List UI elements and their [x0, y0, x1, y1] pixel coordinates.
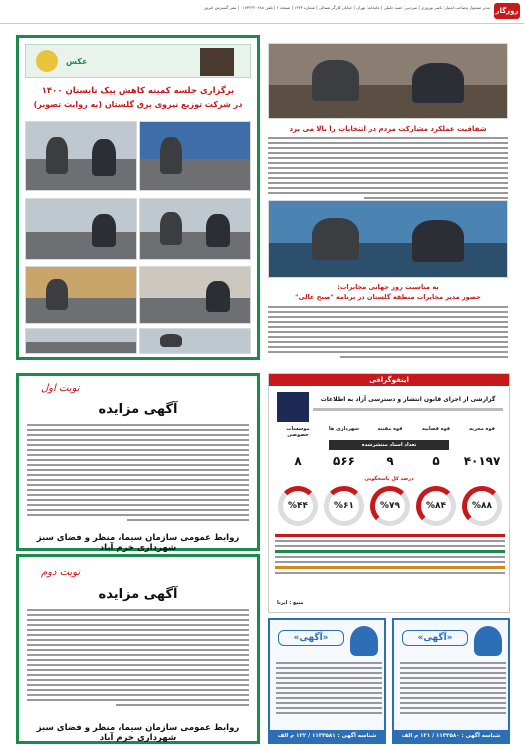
article-kicker: به مناسبت روز جهانی مخابرات: — [337, 283, 439, 291]
column-header: موسسات خصوصی — [286, 426, 310, 438]
count-value: ۵ — [432, 454, 440, 468]
article-body — [268, 306, 508, 361]
irna-logo-icon — [277, 392, 309, 422]
banner-caption: عکس — [66, 57, 88, 66]
column-header: قوه مجریه — [469, 426, 495, 432]
notice-stamp: «آگهی» — [278, 630, 344, 646]
notice-code: شناسه آگهی : ۱۱۳۳۵۸۱ / ۱۲۲ م الف — [270, 730, 384, 742]
company-logo-icon — [36, 50, 58, 72]
rates-row — [275, 486, 505, 528]
article-subheadline: در شرکت توزیع نیروی برق گلستان (به روایت تصویر) — [33, 100, 243, 109]
left-article-frame — [16, 35, 260, 360]
infographic-subtitle-bar — [313, 408, 503, 411]
meeting-photo — [139, 198, 251, 260]
count-value: ۸ — [294, 454, 302, 468]
legal-notice — [392, 618, 510, 744]
auction-ad-second — [16, 554, 260, 744]
infographic-source: منبع : ایرنا — [277, 600, 304, 606]
meeting-photo — [139, 266, 251, 324]
infographic-header: اینفوگرافی — [269, 374, 509, 386]
emblem-icon — [474, 626, 502, 656]
notice-body — [276, 662, 382, 717]
meeting-photo — [25, 198, 137, 260]
rate-ring: %۸۴ — [416, 486, 456, 526]
meeting-photo — [139, 328, 251, 354]
right-article-1 — [268, 35, 510, 205]
auction-ad-first — [16, 373, 260, 551]
count-value: ۵۶۶ — [333, 454, 355, 468]
rate-ring: %۸۸ — [462, 486, 502, 526]
newspaper-logo: روزگار — [494, 3, 520, 19]
ad-body — [27, 424, 249, 524]
article-banner — [25, 44, 251, 78]
meeting-photo — [139, 121, 251, 191]
count-value: ۹ — [386, 454, 394, 468]
ad-round-label: نوبت اول — [41, 383, 80, 394]
infographic-panel — [268, 373, 510, 613]
legal-notice — [268, 618, 386, 744]
column-header: قوه مقننه — [377, 426, 403, 432]
infographic-title: گزارشی از اجرای قانون انتشار و دسترسی آزاد به اطلاعات — [320, 396, 496, 403]
column-header: قوه قضاییه — [421, 426, 451, 432]
article-headline: برگزاری جلسه کمیته کاهش پیک تابستان ۱۴۰۰ — [41, 86, 235, 96]
emblem-icon — [350, 626, 378, 656]
masthead-credits: مدیر مسئول وصاحب امتیاز: ناصر نوروزی | سردبیر: حمید خلیلی | چاپخانه: تهران | خیابان کارگر شمالی | شماره ۱۳۴۳ | صفحه ۲ | تلفن ۰۱۷۳۲۳۲۰۴۸۸ | نشر گسترش امروز — [203, 5, 490, 10]
tv-studio-photo — [268, 200, 508, 278]
article-headline: حضور مدیر مخابرات منطقه گلستان در برنامه "صبح عالی" — [295, 293, 481, 301]
ad-title: آگهی مزایده — [98, 587, 178, 602]
rate-ring: %۶۱ — [324, 486, 364, 526]
ad-title: آگهی مزایده — [98, 402, 178, 417]
counts-label: تعداد اسناد منتشرشده — [329, 440, 449, 450]
column-header: شهرداری ها — [328, 426, 360, 432]
ad-footer: روابط عمومی سازمان سیما، منظر و فضای سبز شهرداری خرم آباد — [36, 533, 240, 553]
notice-body — [400, 662, 506, 717]
notice-code: شناسه آگهی : ۱۱۳۳۵۸۰ / ۱۲۱ م الف — [394, 730, 508, 742]
portrait-image — [200, 48, 234, 76]
right-article-2 — [268, 200, 510, 360]
ad-round-label: نوبت دوم — [41, 567, 81, 578]
masthead — [0, 0, 524, 24]
column-headers — [275, 426, 505, 436]
interview-photo — [268, 43, 508, 119]
legend-list — [275, 534, 505, 577]
rate-ring: %۴۴ — [278, 486, 318, 526]
count-value: ۴۰۱۹۷ — [463, 454, 501, 468]
counts-row — [275, 454, 505, 470]
rate-label: درصد کل پاسخگویی — [364, 476, 414, 482]
meeting-photo — [25, 121, 137, 191]
meeting-photo — [25, 328, 137, 354]
ad-footer: روابط عمومی سازمان سیما، منظر و فضای سبز شهرداری خرم آباد — [36, 723, 240, 743]
ad-body — [27, 609, 249, 709]
meeting-photo — [25, 266, 137, 324]
article-headline: شفافیت عملکرد مشارکت مردم در انتخابات را بالا می برد — [289, 125, 487, 133]
rate-ring: %۷۹ — [370, 486, 410, 526]
article-body — [268, 137, 508, 202]
notice-stamp: «آگهی» — [402, 630, 468, 646]
